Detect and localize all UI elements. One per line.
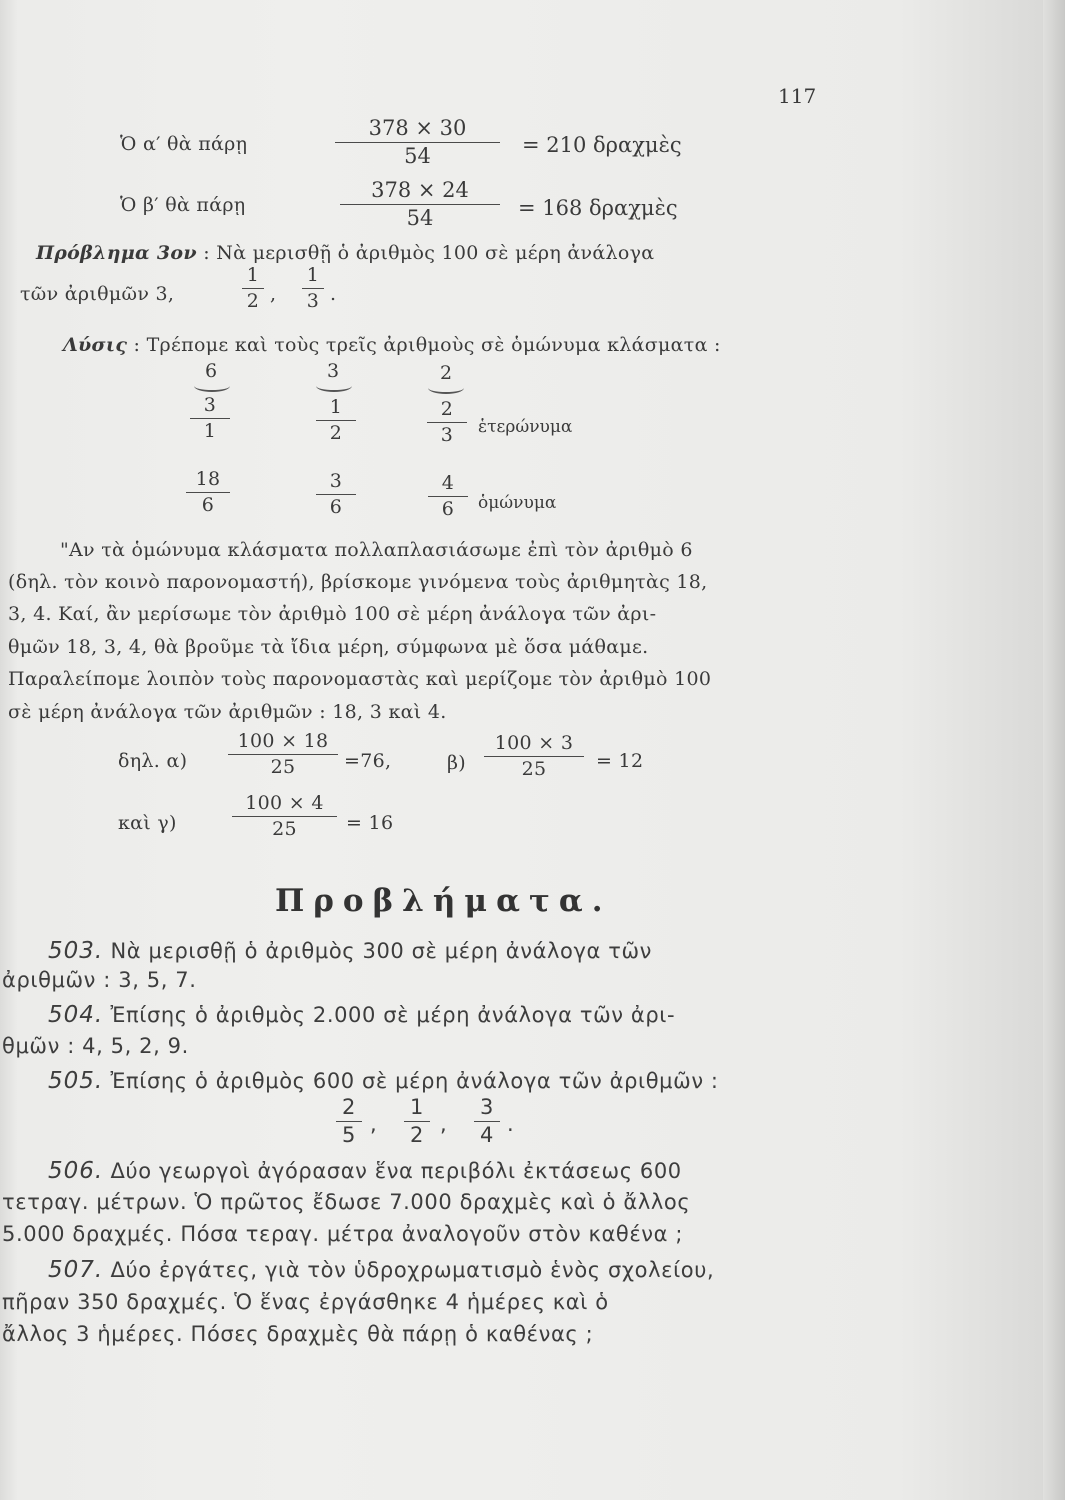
heteronymous-label: ἑτερώνυμα xyxy=(478,417,573,437)
problem-507-text: Δύο ἐργάτες, γιὰ τὸν ὑδροχρωματισμὸ ἑνὸς σχολείου, xyxy=(110,1258,715,1282)
page-number: 117 xyxy=(778,84,817,108)
fraction-bar xyxy=(335,142,500,143)
calc-a-result: =76, xyxy=(344,750,392,772)
problem-503-text: Νὰ μερισθῇ ὁ ἀριθμὸς 300 σὲ μέρη ἀνάλογα τῶν xyxy=(110,939,652,963)
problem-505-text: Ἐπίσης ὁ ἀριθμὸς 600 σὲ μέρη ἀνάλογα τῶν ἀριθμῶν : xyxy=(110,1069,719,1093)
comma: , xyxy=(440,1112,448,1136)
fraction-bar xyxy=(340,204,500,205)
calc-c-label: καὶ γ) xyxy=(118,812,177,834)
paragraph-line-6: σὲ μέρη ἀνάλογα τῶν ἀριθμῶν : 18, 3 καὶ 4. xyxy=(8,701,447,723)
paragraph-line-3: 3, 4. Καί, ἂν μερίσωμε τὸν ἀριθμὸ 100 σὲ μέρη ἀνάλογα τῶν ἀρι- xyxy=(8,603,657,625)
problem-3-line2: τῶν ἀριθμῶν 3, xyxy=(20,283,175,305)
multiplier-6: 6 xyxy=(205,360,218,382)
paragraph-line-5: Παραλείπομε λοιπὸν τοὺς παρονομαστὰς καὶ μερίζομε τὸν ἀριθμὸ 100 xyxy=(8,668,712,690)
section-heading: Προβλήματα. xyxy=(275,883,612,919)
arc-mark xyxy=(428,382,464,394)
intro-b-numerator: 378 × 24 xyxy=(371,178,469,202)
problem-3-title: Πρόβλημα 3ον xyxy=(36,242,197,264)
solution-text: : Τρέπομε καὶ τοὺς τρεῖς ἀριθμοὺς σὲ ὁμώνυμα κλάσματα : xyxy=(133,334,721,356)
solution-label: Λύσις xyxy=(63,334,128,356)
problem-506-line1 xyxy=(48,1158,682,1184)
problem-503-line1 xyxy=(48,938,652,964)
problem-506-text: Δύο γεωργοὶ ἀγόρασαν ἕνα περιβόλι ἐκτάσεως 600 xyxy=(110,1159,682,1183)
problem-506-number: 506. xyxy=(48,1158,104,1184)
calc-c-result: = 16 xyxy=(346,812,394,834)
comma: , xyxy=(270,283,277,305)
problem-503-number: 503. xyxy=(48,938,104,964)
intro-a-result: = 210 δραχμὲς xyxy=(522,133,682,157)
arc-mark xyxy=(194,380,230,392)
problem-3-fraction-2: 1 3 xyxy=(302,266,324,311)
problem-505-number: 505. xyxy=(48,1068,104,1094)
problem-505-line1 xyxy=(48,1068,719,1094)
homonymous-fraction-1: 18 6 xyxy=(186,470,230,515)
solution-line xyxy=(63,334,721,356)
intro-a-label: Ὁ α′ θὰ πάρῃ xyxy=(120,133,248,155)
calc-b-fraction: 100 × 3 25 xyxy=(484,734,584,779)
comma: , xyxy=(370,1112,378,1136)
intro-a-numerator: 378 × 30 xyxy=(368,116,467,140)
homonymous-label: ὁμώνυμα xyxy=(478,493,557,513)
problem-507-line2: πῆραν 350 δραχμές. Ὁ ἕνας ἐργάσθηκε 4 ἡμέρες καὶ ὁ xyxy=(2,1290,609,1314)
calc-b-result: = 12 xyxy=(596,750,644,772)
multiplier-3: 3 xyxy=(327,360,340,382)
heteronymous-fraction-2: 1 2 xyxy=(316,398,356,443)
calc-b-label: β) xyxy=(447,752,466,774)
problem-507-number: 507. xyxy=(48,1257,104,1283)
problem-506-line3: 5.000 δραχμές. Πόσα τεραγ. μέτρα ἀναλογοῦν στὸν καθένα ; xyxy=(2,1222,684,1246)
homonymous-fraction-2: 3 6 xyxy=(316,472,356,517)
paragraph-line-1: "Αν τὰ ὁμώνυμα κλάσματα πολλαπλασιάσωμε ἐπὶ τὸν ἀριθμὸ 6 xyxy=(60,539,693,561)
problem-505-fraction-1: 2 5 xyxy=(336,1097,362,1146)
homonymous-fraction-3: 4 6 xyxy=(428,474,468,519)
problem-3-fraction-1: 1 2 xyxy=(242,266,264,311)
problem-3-line1 xyxy=(36,242,654,264)
paragraph-line-2: (δηλ. τὸν κοινὸ παρονομαστή), βρίσκομε γινόμενα τοὺς ἀριθμητὰς 18, xyxy=(8,571,708,593)
intro-b-result: = 168 δραχμὲς xyxy=(518,196,678,220)
problem-505-fraction-2: 1 2 xyxy=(404,1097,430,1146)
heteronymous-fraction-3: 2 3 xyxy=(427,400,467,445)
problem-503-line2: ἀριθμῶν : 3, 5, 7. xyxy=(2,968,197,992)
arc-mark xyxy=(316,380,352,392)
problem-504-line1 xyxy=(48,1002,675,1028)
page-edge xyxy=(1043,0,1065,1500)
calc-c-fraction: 100 × 4 25 xyxy=(232,794,337,839)
intro-a-fraction xyxy=(335,118,500,167)
calc-a-label: δηλ. α) xyxy=(118,750,188,772)
period: . xyxy=(507,1112,515,1136)
problem-507-line1 xyxy=(48,1257,714,1283)
problem-505-fraction-3: 3 4 xyxy=(474,1097,500,1146)
problem-3-text: : Νὰ μερισθῇ ὁ ἀριθμὸς 100 σὲ μέρη ἀνάλογα xyxy=(203,242,655,264)
problem-507-line3: ἄλλος 3 ἡμέρες. Πόσες δραχμὲς θὰ πάρῃ ὁ καθένας ; xyxy=(2,1322,594,1346)
problem-504-number: 504. xyxy=(48,1002,104,1028)
intro-b-fraction xyxy=(340,180,500,229)
intro-a-denominator: 54 xyxy=(404,144,431,168)
paragraph-line-4: θμῶν 18, 3, 4, θὰ βροῦμε τὰ ἴδια μέρη, σύμφωνα μὲ ὅσα μάθαμε. xyxy=(8,636,649,658)
heteronymous-fraction-1: 3 1 xyxy=(190,396,230,441)
problem-506-line2: τετραγ. μέτρων. Ὁ πρῶτος ἔδωσε 7.000 δραχμὲς καὶ ὁ ἄλλος xyxy=(2,1190,691,1214)
multiplier-2: 2 xyxy=(440,362,453,384)
calc-a-fraction: 100 × 18 25 xyxy=(228,732,338,777)
problem-504-line2: θμῶν : 4, 5, 2, 9. xyxy=(2,1034,189,1058)
intro-b-label: Ὁ β′ θὰ πάρῃ xyxy=(120,194,246,216)
intro-b-denominator: 54 xyxy=(406,206,434,230)
problem-504-text: Ἐπίσης ὁ ἀριθμὸς 2.000 σὲ μέρη ἀνάλογα τῶν ἀρι- xyxy=(110,1003,676,1027)
period: . xyxy=(330,283,337,305)
